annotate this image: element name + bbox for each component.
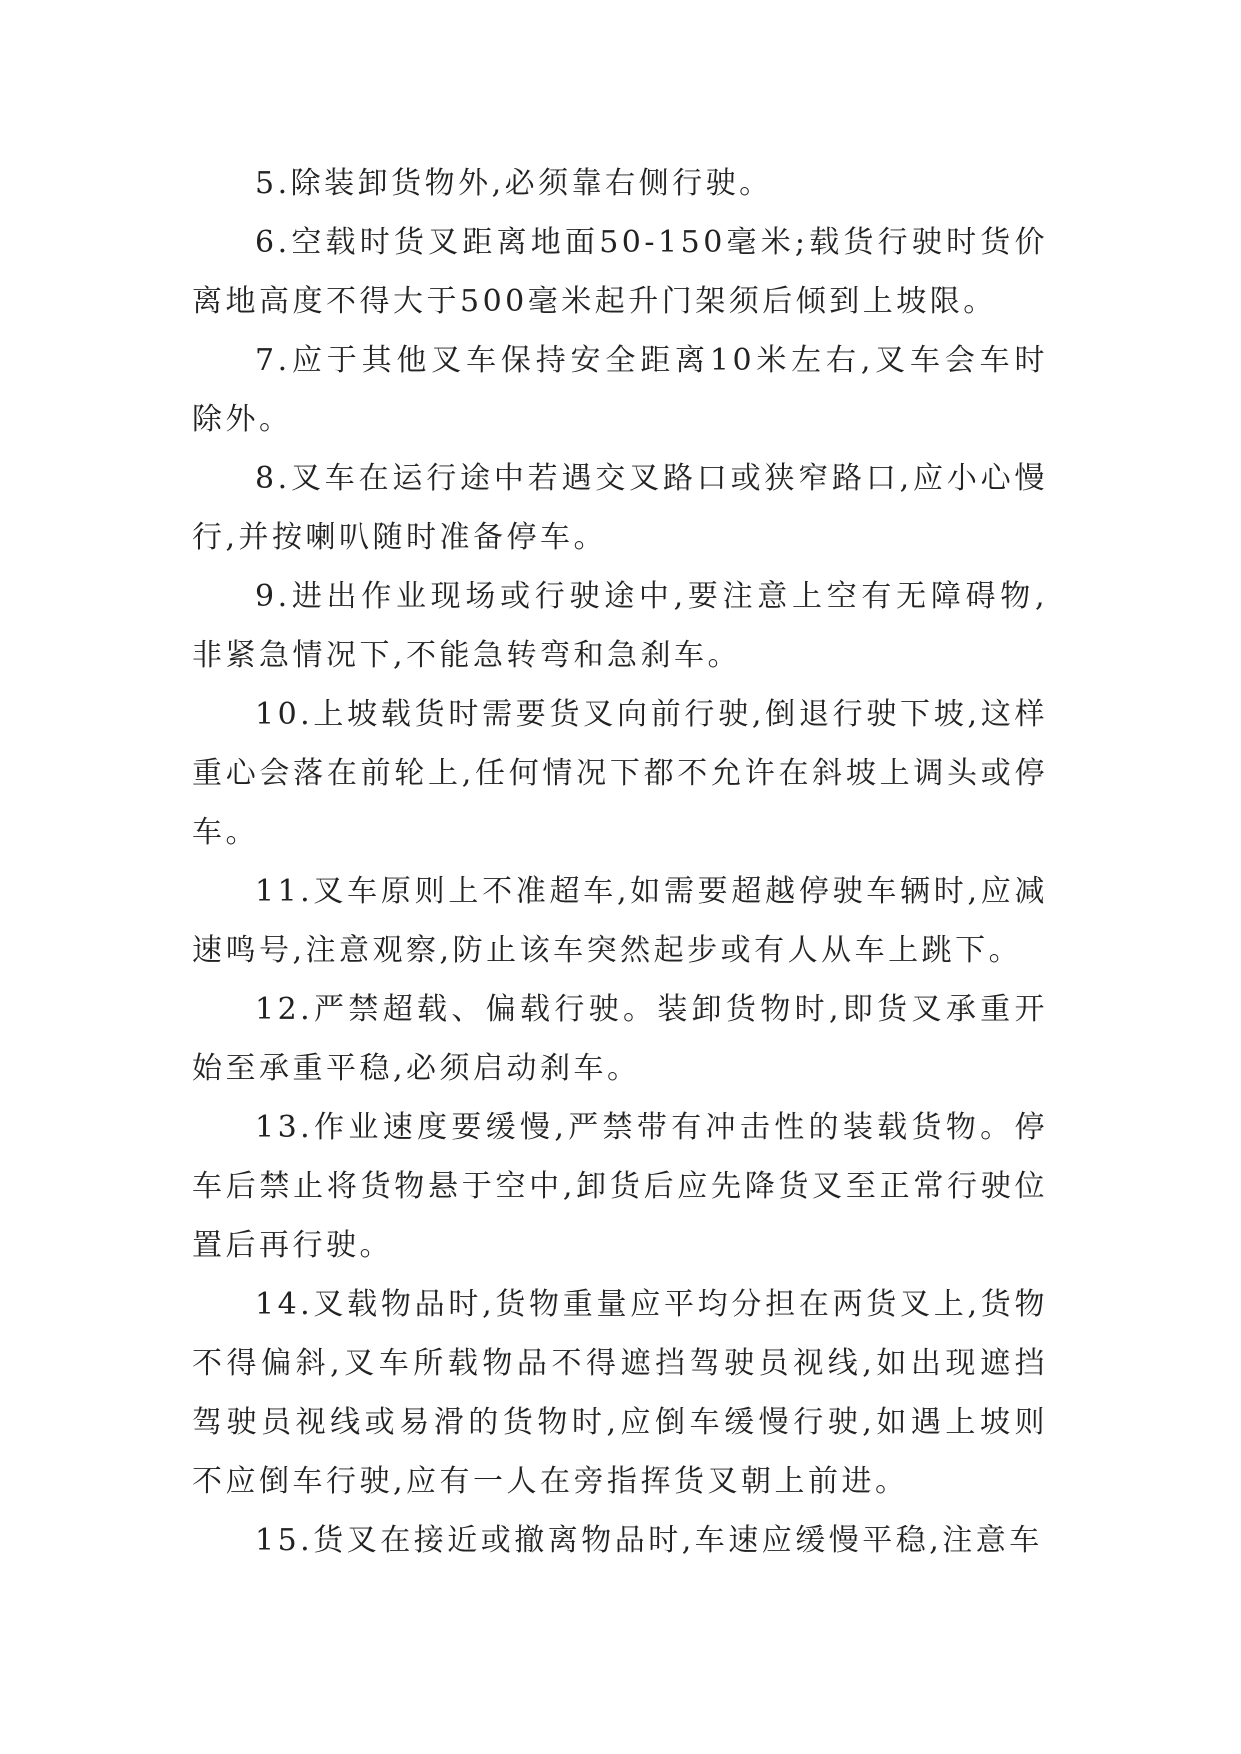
paragraph-rule-7: 7.应于其他叉车保持安全距离10米左右,叉车会车时除外。 xyxy=(192,343,1048,437)
document-body xyxy=(192,154,1048,1570)
paragraph-rule-14: 14.叉载物品时,货物重量应平均分担在两货叉上,货物不得偏斜,叉车所载物品不得遮挡驾驶员视线,如出现遮挡驾驶员视线或易滑的货物时,应倒车缓慢行驶,如遇上坡则不应倒车行驶,应有一人在旁指挥货叉朝上前进。 xyxy=(192,1287,1048,1499)
paragraph-rule-15: 15.货叉在接近或撤离物品时,车速应缓慢平稳,注意车 xyxy=(255,1523,1043,1558)
paragraph-rule-9: 9.进出作业现场或行驶途中,要注意上空有无障碍物,非紧急情况下,不能急转弯和急刹车。 xyxy=(192,579,1048,673)
paragraph-rule-12: 12.严禁超载、偏载行驶。装卸货物时,即货叉承重开始至承重平稳,必须启动刹车。 xyxy=(192,992,1048,1086)
paragraph-rule-10: 10.上坡载货时需要货叉向前行驶,倒退行驶下坡,这样重心会落在前轮上,任何情况下都不允许在斜坡上调头或停车。 xyxy=(192,697,1048,850)
paragraph-rule-11: 11.叉车原则上不准超车,如需要超越停驶车辆时,应减速鸣号,注意观察,防止该车突然起步或有人从车上跳下。 xyxy=(192,874,1048,968)
paragraph-rule-8: 8.叉车在运行途中若遇交叉路口或狭窄路口,应小心慢行,并按喇叭随时准备停车。 xyxy=(192,461,1048,555)
paragraph-rule-13: 13.作业速度要缓慢,严禁带有冲击性的装载货物。停车后禁止将货物悬于空中,卸货后应先降货叉至正常行驶位置后再行驶。 xyxy=(192,1110,1048,1263)
paragraph-rule-6: 6.空载时货叉距离地面50-150毫米;载货行驶时货价离地高度不得大于500毫米起升门架须后倾到上坡限。 xyxy=(192,225,1048,319)
paragraph-rule-5: 5.除装卸货物外,必须靠右侧行驶。 xyxy=(255,166,773,201)
